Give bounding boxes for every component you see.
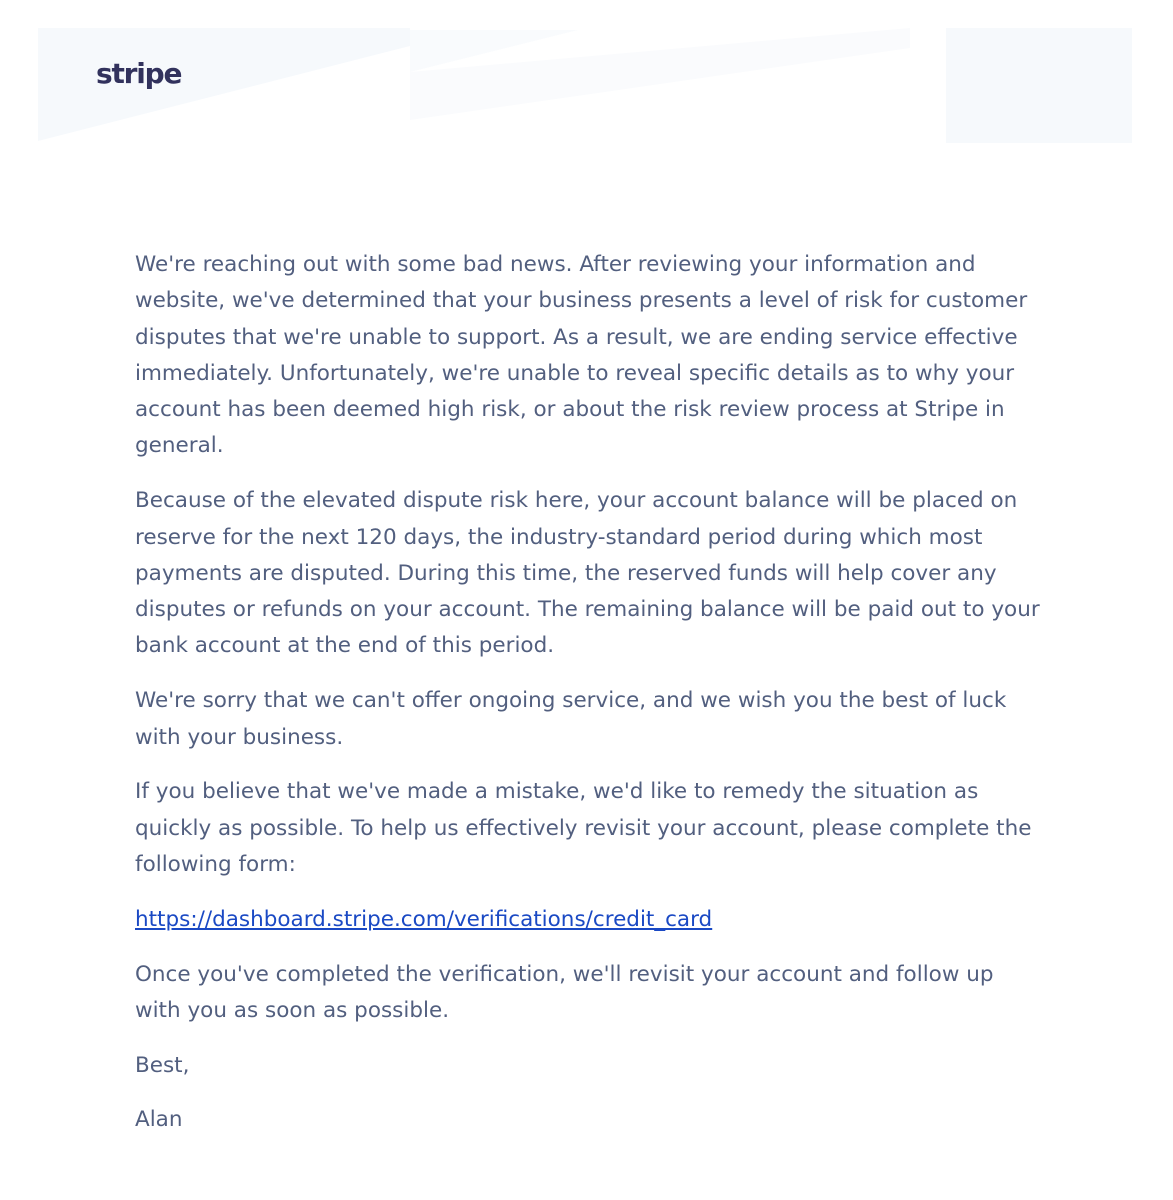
email-header-banner <box>38 28 1132 143</box>
verification-link[interactable]: https://dashboard.stripe.com/verifications/credit_card <box>135 906 713 932</box>
link-paragraph <box>135 902 1045 938</box>
header-corner-block <box>946 28 1132 143</box>
signature: Alan <box>135 1107 183 1133</box>
paragraph-reserve: Because of the elevated dispute risk here, your account balance will be placed on reserve for the next 120 days, the industry-standard period during which most payments are disputed. During this time, the reserved funds will help cover any disputes or refunds on your account. The remaining balance will be paid out to your bank account at the end of this period. <box>135 488 1040 659</box>
header-background-shapes <box>38 28 1132 143</box>
sign-off: Best, <box>135 1052 190 1078</box>
paragraph-apology: We're sorry that we can't offer ongoing service, and we wish you the best of luck with your business. <box>135 688 1007 750</box>
header-stripe-shape-left <box>38 28 410 141</box>
email-body <box>135 247 1045 1157</box>
stripe-logo: stripe <box>96 57 182 90</box>
paragraph-follow-up: Once you've completed the verification, we'll revisit your account and follow up with you as soon as possible. <box>135 961 994 1023</box>
paragraph-mistake: If you believe that we've made a mistake, we'd like to remedy the situation as quickly as possible. To help us effectively revisit your account, please complete the following form: <box>135 779 1032 877</box>
paragraph-bad-news: We're reaching out with some bad news. After reviewing your information and website, we've determined that your business presents a level of risk for customer disputes that we're unable to support. As a result, we are ending service effective immediately. Unfortunately, we're unable to reveal specific details as to why your account has been deemed high risk, or about the risk review process at Stripe in general. <box>135 252 1028 459</box>
